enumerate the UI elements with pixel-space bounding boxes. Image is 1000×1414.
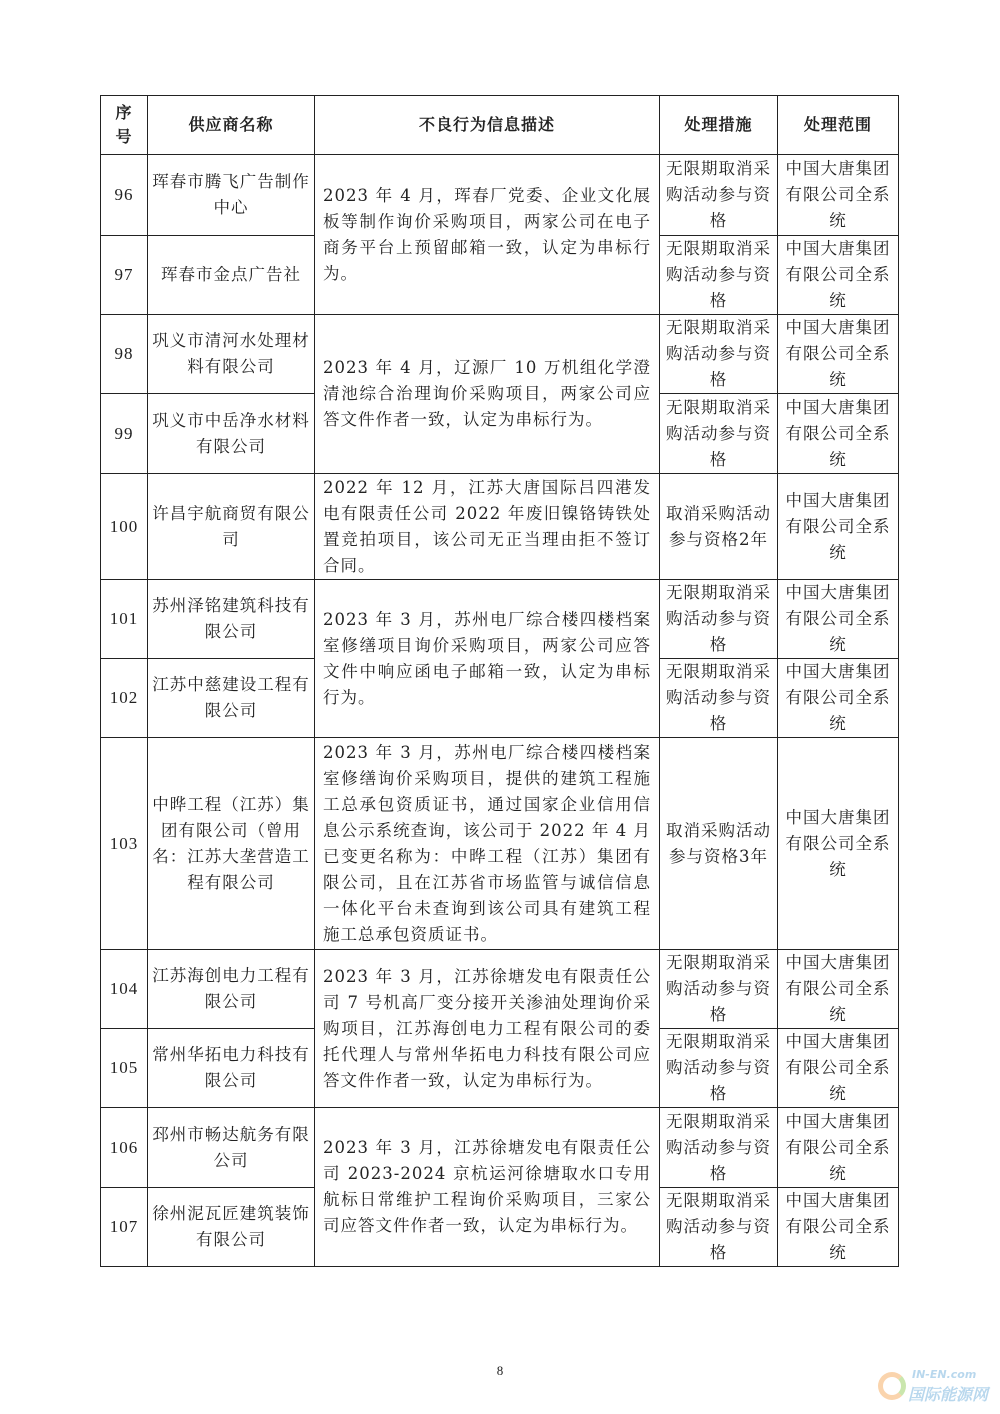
row-number: 103	[101, 738, 148, 950]
handling-measure: 无限期取消采购活动参与资格	[660, 1029, 778, 1108]
handling-scope: 中国大唐集团有限公司全系统	[778, 1188, 899, 1267]
supplier-name: 许昌宇航商贸有限公司	[148, 474, 315, 580]
violation-description: 2023 年 3 月，苏州电厂综合楼四楼档案室修缮询价采购项目，提供的建筑工程施工总承包资质证书，通过国家企业信用信息公示系统查询，该公司于 2022 年 4 月已变更名称为：中晔工程（江苏）集团有限公司，且在江苏省市场监管与诚信信息一体化平台未查询到该公司具有建筑工程施工总承包资质证书。	[315, 738, 660, 950]
logo-text-cn: 国际能源网	[908, 1385, 989, 1404]
logo-text-en: IN-EN.com	[912, 1368, 977, 1381]
handling-measure: 取消采购活动参与资格2年	[660, 474, 778, 580]
blacklist-table	[100, 95, 899, 1267]
row-number: 101	[101, 580, 148, 659]
header-seq: 序号	[101, 96, 148, 155]
page-number: 8	[496, 1363, 504, 1378]
supplier-name: 珲春市腾飞广告制作中心	[148, 155, 315, 236]
violation-description: 2023 年 4 月，辽源厂 10 万机组化学澄清池综合治理询价采购项目，两家公司应答文件作者一致，认定为串标行为。	[315, 315, 660, 474]
supplier-name: 巩义市中岳净水材料有限公司	[148, 394, 315, 474]
supplier-name: 常州华拓电力科技有限公司	[148, 1029, 315, 1108]
row-number: 102	[101, 659, 148, 738]
row-number: 97	[101, 236, 148, 315]
table-row	[101, 738, 899, 950]
handling-measure: 无限期取消采购活动参与资格	[660, 315, 778, 394]
table-row	[101, 950, 899, 1029]
row-number: 105	[101, 1029, 148, 1108]
handling-measure: 无限期取消采购活动参与资格	[660, 659, 778, 738]
handling-measure: 无限期取消采购活动参与资格	[660, 236, 778, 315]
table-header	[101, 96, 899, 155]
handling-scope: 中国大唐集团有限公司全系统	[778, 580, 899, 659]
header-scope: 处理范围	[778, 96, 899, 155]
header-measure: 处理措施	[660, 96, 778, 155]
table-row	[101, 1108, 899, 1188]
supplier-name: 巩义市清河水处理材料有限公司	[148, 315, 315, 394]
watermark-logo	[868, 1362, 998, 1410]
handling-scope: 中国大唐集团有限公司全系统	[778, 659, 899, 738]
handling-scope: 中国大唐集团有限公司全系统	[778, 394, 899, 474]
supplier-name: 苏州泽铭建筑科技有限公司	[148, 580, 315, 659]
supplier-name: 江苏中慈建设工程有限公司	[148, 659, 315, 738]
table-row	[101, 474, 899, 580]
handling-scope: 中国大唐集团有限公司全系统	[778, 155, 899, 236]
row-number: 100	[101, 474, 148, 580]
violation-description: 2023 年 3 月，江苏徐塘发电有限责任公司 2023-2024 京杭运河徐塘取水口专用航标日常维护工程询价采购项目，三家公司应答文件作者一致，认定为串标行为。	[315, 1108, 660, 1267]
supplier-name: 江苏海创电力工程有限公司	[148, 950, 315, 1029]
table-row	[101, 315, 899, 394]
handling-scope: 中国大唐集团有限公司全系统	[778, 950, 899, 1029]
handling-measure: 无限期取消采购活动参与资格	[660, 580, 778, 659]
table-row	[101, 580, 899, 659]
row-number: 96	[101, 155, 148, 236]
violation-description: 2023 年 3 月，江苏徐塘发电有限责任公司 7 号机高厂变分接开关渗油处理询价采购项目，江苏海创电力工程有限公司的委托代理人与常州华拓电力科技有限公司应答文件作者一致，认定为串标行为。	[315, 950, 660, 1108]
handling-scope: 中国大唐集团有限公司全系统	[778, 1029, 899, 1108]
handling-measure: 取消采购活动参与资格3年	[660, 738, 778, 950]
supplier-name: 中晔工程（江苏）集团有限公司（曾用名：江苏大垄营造工程有限公司	[148, 738, 315, 950]
row-number: 98	[101, 315, 148, 394]
handling-scope: 中国大唐集团有限公司全系统	[778, 1108, 899, 1188]
logo-e-icon	[878, 1372, 906, 1400]
row-number: 104	[101, 950, 148, 1029]
handling-measure: 无限期取消采购活动参与资格	[660, 950, 778, 1029]
row-number: 106	[101, 1108, 148, 1188]
handling-scope: 中国大唐集团有限公司全系统	[778, 236, 899, 315]
supplier-name: 邳州市畅达航务有限公司	[148, 1108, 315, 1188]
header-desc: 不良行为信息描述	[315, 96, 660, 155]
handling-scope: 中国大唐集团有限公司全系统	[778, 474, 899, 580]
violation-description: 2022 年 12 月，江苏大唐国际吕四港发电有限责任公司 2022 年废旧镍铬铸铁处置竞拍项目，该公司无正当理由拒不签订合同。	[315, 474, 660, 580]
row-number: 107	[101, 1188, 148, 1267]
row-number: 99	[101, 394, 148, 474]
handling-measure: 无限期取消采购活动参与资格	[660, 155, 778, 236]
handling-measure: 无限期取消采购活动参与资格	[660, 394, 778, 474]
violation-description: 2023 年 3 月，苏州电厂综合楼四楼档案室修缮项目询价采购项目，两家公司应答文件中响应函电子邮箱一致，认定为串标行为。	[315, 580, 660, 738]
header-supplier: 供应商名称	[148, 96, 315, 155]
table-row	[101, 155, 899, 236]
handling-measure: 无限期取消采购活动参与资格	[660, 1188, 778, 1267]
supplier-name: 珲春市金点广告社	[148, 236, 315, 315]
handling-measure: 无限期取消采购活动参与资格	[660, 1108, 778, 1188]
handling-scope: 中国大唐集团有限公司全系统	[778, 738, 899, 950]
handling-scope: 中国大唐集团有限公司全系统	[778, 315, 899, 394]
supplier-name: 徐州泥瓦匠建筑装饰有限公司	[148, 1188, 315, 1267]
violation-description: 2023 年 4 月，珲春厂党委、企业文化展板等制作询价采购项目，两家公司在电子商务平台上预留邮箱一致，认定为串标行为。	[315, 155, 660, 315]
